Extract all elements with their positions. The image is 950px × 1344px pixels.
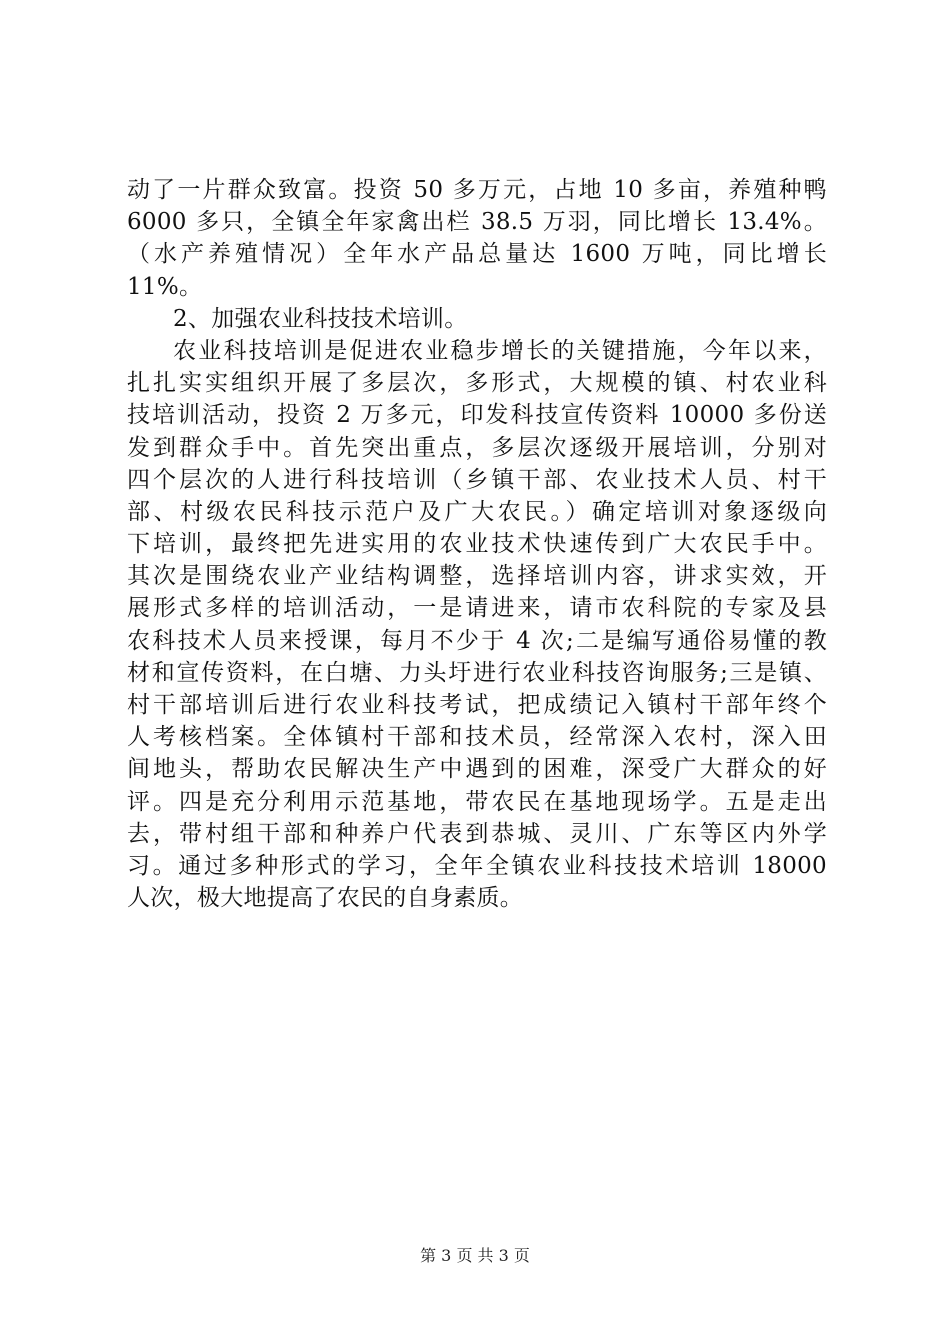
text-line: 动了一片群众致富。投资 50 多万元，占地 10 多亩，养殖种鸭 <box>127 177 827 203</box>
document-body <box>127 174 827 914</box>
text-line: 农业科技培训是促进农业稳步增长的关键措施，今年以来， <box>173 337 827 364</box>
text-line: 材和宣传资料，在白塘、力头圩进行农业科技咨询服务;三是镇、 <box>127 659 827 686</box>
text-line: 扎扎实实组织开展了多层次，多形式，大规模的镇、村农业科 <box>127 370 827 397</box>
text-line: 2、加强农业科技技术培训。 <box>173 305 468 332</box>
text-line: 下培训，最终把先进实用的农业技术快速传到广大农民手中。 <box>127 531 827 558</box>
text-line: 习。通过多种形式的学习，全年全镇农业科技技术培训 18000 <box>127 852 827 879</box>
text-line: 人考核档案。全体镇村干部和技术员，经常深入农村，深入田 <box>127 724 827 751</box>
text-line: 农科技术人员来授课，每月不少于 4 次;二是编写通俗易懂的教 <box>127 627 827 654</box>
text-line: 四个层次的人进行科技培训（乡镇干部、农业技术人员、村干 <box>127 466 827 493</box>
text-line: 间地头，帮助农民解决生产中遇到的困难，深受广大群众的好 <box>127 756 827 783</box>
text-line: 评。四是充分利用示范基地，带农民在基地现场学。五是走出 <box>127 788 827 815</box>
text-line: 发到群众手中。首先突出重点，多层次逐级开展培训，分别对 <box>127 434 827 461</box>
text-line: 6000 多只，全镇全年家禽出栏 38.5 万羽，同比增长 13.4%。 <box>127 209 827 236</box>
text-line: 其次是围绕农业产业结构调整，选择培训内容，讲求实效，开 <box>127 563 827 590</box>
text-line: 部、村级农民科技示范户及广大农民。）确定培训对象逐级向 <box>127 498 827 525</box>
text-line: 展形式多样的培训活动，一是请进来，请市农科院的专家及县 <box>127 595 827 622</box>
text-line: 人次，极大地提高了农民的自身素质。 <box>127 885 524 912</box>
text-line: 技培训活动，投资 2 万多元，印发科技宣传资料 10000 多份送 <box>127 402 827 429</box>
page-footer: 第 3 页 共 3 页 <box>420 1246 530 1265</box>
text-line: 村干部培训后进行农业科技考试，把成绩记入镇村干部年终个 <box>127 692 827 718</box>
text-line: （水产养殖情况）全年水产品总量达 1600 万吨，同比增长 <box>127 241 827 268</box>
text-line: 去，带村组干部和种养户代表到恭城、灵川、广东等区内外学 <box>127 820 827 847</box>
text-line: 11%。 <box>127 273 203 300</box>
